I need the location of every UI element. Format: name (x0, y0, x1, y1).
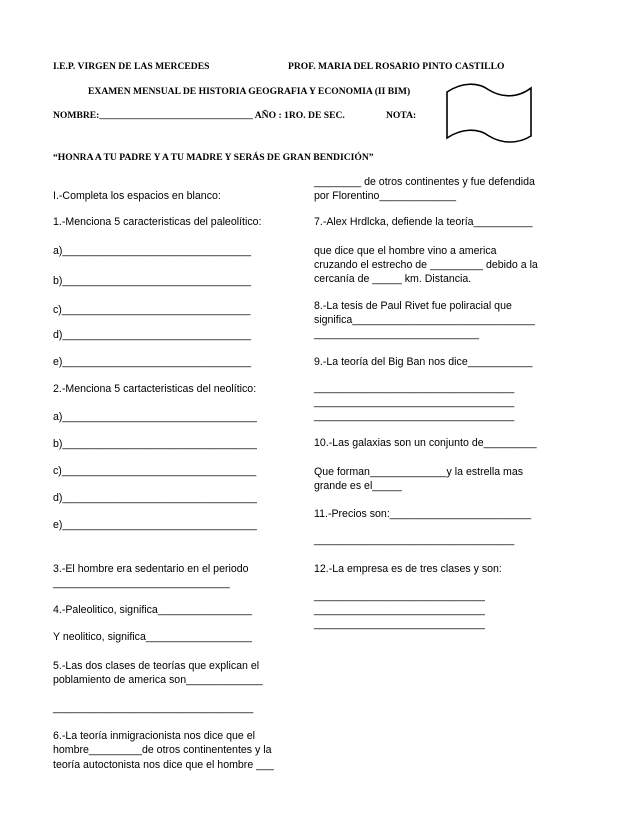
answer-line[interactable]: e)_________________________________ (53, 519, 257, 531)
answer-line[interactable]: a)________________________________ (53, 245, 251, 257)
question-4b: Y neolitico, significa__________________ (53, 631, 252, 643)
section-instruction: I.-Completa los espacios en blanco: (53, 190, 221, 202)
question-10b: Que forman_____________y la estrella mas (314, 466, 524, 478)
answer-line[interactable]: ______________________________ (53, 577, 230, 589)
answer-line[interactable]: _____________________________ (314, 618, 485, 630)
student-name-line: NOMBRE:________________________________ AÑO : 1RO. DE SEC. (53, 110, 345, 121)
answer-line[interactable]: _____________________________ (314, 604, 485, 616)
question-8: 8.-La tesis de Paul Rivet fue poliracial que (314, 300, 512, 312)
question-6: 6.-La teoría inmigracionista nos dice que el (53, 730, 255, 742)
answer-line[interactable]: c)_________________________________ (53, 465, 257, 477)
continuation-line: ________ de otros continentes y fue defendida (314, 176, 535, 188)
question-7c: cruzando el estrecho de _________ debido a la (314, 259, 538, 271)
exam-title: EXAMEN MENSUAL DE HISTORIA GEOGRAFIA Y ECONOMIA (II BIM) (88, 86, 411, 97)
question-1: 1.-Menciona 5 caracteristicas del paleolítico: (53, 216, 262, 228)
answer-line[interactable]: b)________________________________ (53, 275, 251, 287)
school-name: I.E.P. VIRGEN DE LAS MERCEDES (53, 61, 210, 72)
question-11: 11.-Precios son:________________________ (314, 508, 532, 520)
question-6c: teoría autoctonista nos dice que el hombre ___ (53, 759, 274, 771)
continuation-line-b: por Florentino_____________ (314, 190, 456, 202)
answer-line[interactable]: d)________________________________ (53, 329, 251, 341)
answer-line[interactable]: __________________________________ (53, 702, 254, 714)
teacher-name: PROF. MARIA DEL ROSARIO PINTO CASTILLO (288, 61, 505, 72)
answer-line[interactable]: e)________________________________ (53, 356, 251, 368)
grade-banner-icon (444, 80, 534, 146)
question-7b: que dice que el hombre vino a america (314, 245, 497, 257)
answer-line[interactable]: __________________________________ (314, 534, 515, 546)
answer-line[interactable]: __________________________________ (314, 382, 515, 394)
question-5b: poblamiento de america son_____________ (53, 674, 263, 686)
question-12: 12.-La empresa es de tres clases y son: (314, 563, 502, 575)
question-9: 9.-La teoría del Big Ban nos dice___________ (314, 356, 533, 368)
answer-line[interactable]: ____________________________ (314, 328, 479, 340)
answer-line[interactable]: c)________________________________ (53, 304, 251, 316)
answer-line[interactable]: __________________________________ (314, 396, 515, 408)
grade-label: NOTA: (386, 110, 417, 121)
question-7d: cercanía de _____ km. Distancia. (314, 273, 472, 285)
question-7: 7.-Alex Hrdlcka, defiende la teoría__________ (314, 216, 533, 228)
question-8b: significa_______________________________ (314, 314, 535, 326)
answer-line[interactable]: a)_________________________________ (53, 411, 257, 423)
question-3: 3.-El hombre era sedentario en el periodo (53, 563, 249, 575)
question-10c: grande es el_____ (314, 480, 402, 492)
motto: “HONRA A TU PADRE Y A TU MADRE Y SERÁS DE GRAN BENDICIÓN” (53, 152, 374, 163)
question-5: 5.-Las dos clases de teorías que explican el (53, 660, 260, 672)
answer-line[interactable]: __________________________________ (314, 410, 515, 422)
question-4: 4.-Paleolitico, significa________________ (53, 604, 253, 616)
answer-line[interactable]: b)_________________________________ (53, 438, 257, 450)
answer-line[interactable]: d)_________________________________ (53, 492, 257, 504)
question-10: 10.-Las galaxias son un conjunto de_________ (314, 437, 537, 449)
question-2: 2.-Menciona 5 cartacteristicas del neolítico: (53, 383, 257, 395)
question-6b: hombre_________de otros continententes y la (53, 744, 272, 756)
answer-line[interactable]: _____________________________ (314, 590, 485, 602)
